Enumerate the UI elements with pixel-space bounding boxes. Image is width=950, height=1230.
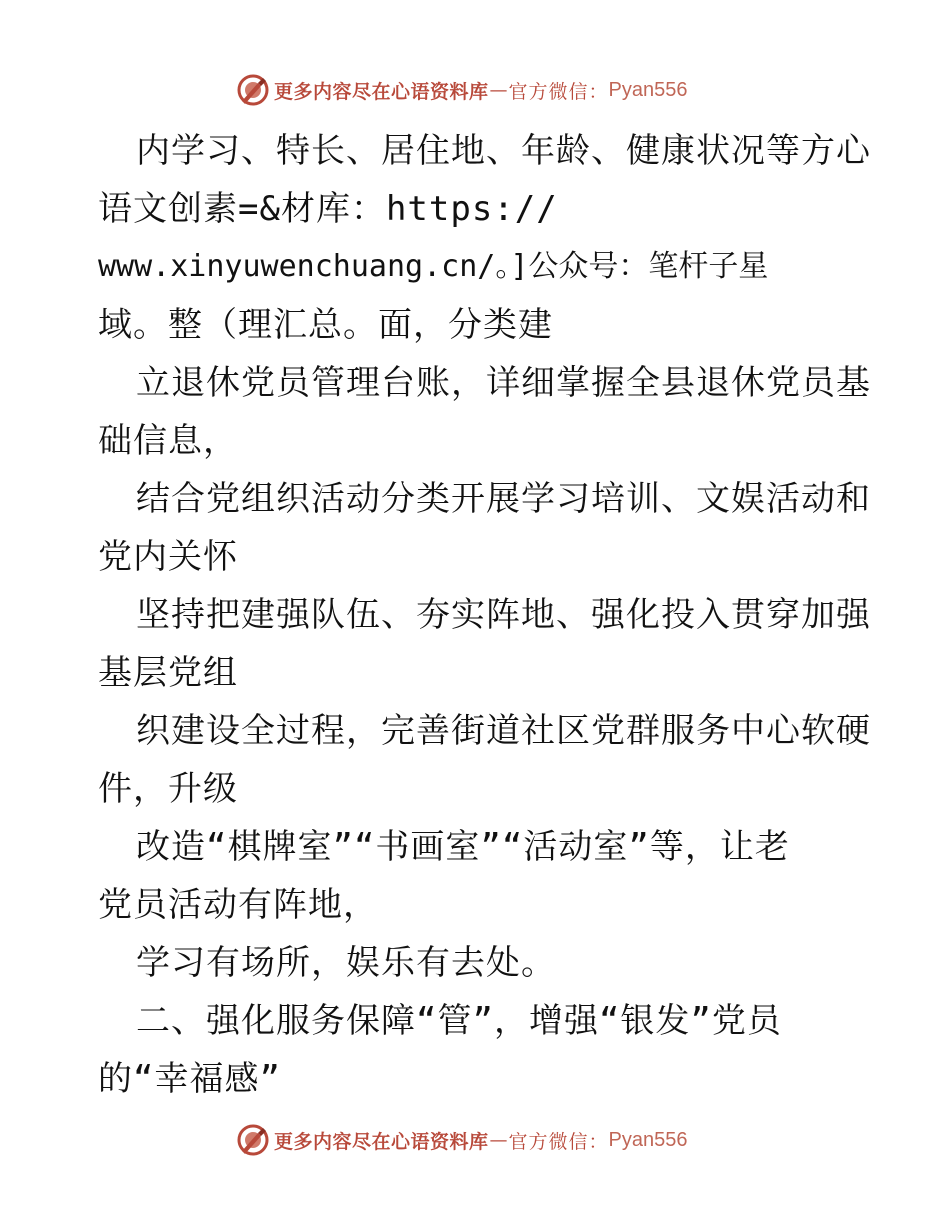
- text-line: 结合党组织活动分类开展学习培训、文娱活动和: [136, 479, 871, 519]
- text-line: 域。整（理汇总。面，分类建: [98, 305, 553, 345]
- text-line: www.xinyuwenchuang.cn/。]公众号：笔杆子星: [98, 249, 769, 284]
- watermark-official: 官方微信：: [508, 80, 609, 103]
- text-line: 础信息，: [98, 421, 238, 461]
- footer-watermark: [236, 1122, 688, 1158]
- pen-logo-icon: [236, 1123, 270, 1157]
- pen-logo-icon: [236, 73, 270, 107]
- text-line: 二、强化服务保障“管”，增强“银发”党员: [136, 1001, 782, 1041]
- text-line: 件，升级: [98, 769, 238, 809]
- watermark-dash: —: [489, 79, 508, 101]
- body-text: [98, 122, 871, 1108]
- header-watermark: [236, 72, 688, 108]
- text-line: 党内关怀: [98, 537, 238, 577]
- text-line: 语文创素=&材库：https://: [98, 189, 558, 229]
- text-line: 织建设全过程，完善街道社区党群服务中心软硬: [136, 711, 871, 751]
- watermark-id: Pyan556: [608, 1128, 688, 1151]
- text-line: 改造“棋牌室”“书画室”“活动室”等，让老: [136, 827, 790, 867]
- text-line: 立退休党员管理台账，详细掌握全县退休党员基: [136, 363, 871, 403]
- text-line: 的“幸福感”: [98, 1059, 281, 1099]
- text-line: 党员活动有阵地，: [98, 885, 378, 925]
- watermark-brand: 更多内容尽在心语资料库: [274, 1130, 489, 1153]
- text-line: 基层党组: [98, 653, 238, 693]
- watermark-id: Pyan556: [608, 78, 688, 101]
- watermark-dash: —: [489, 1129, 508, 1151]
- text-line: 内学习、特长、居住地、年龄、健康状况等方心: [136, 131, 871, 171]
- watermark-brand: 更多内容尽在心语资料库: [274, 80, 489, 103]
- watermark-official: 官方微信：: [508, 1130, 609, 1153]
- text-line: 学习有场所，娱乐有去处。: [136, 943, 556, 983]
- text-line: 坚持把建强队伍、夯实阵地、强化投入贯穿加强: [136, 595, 871, 635]
